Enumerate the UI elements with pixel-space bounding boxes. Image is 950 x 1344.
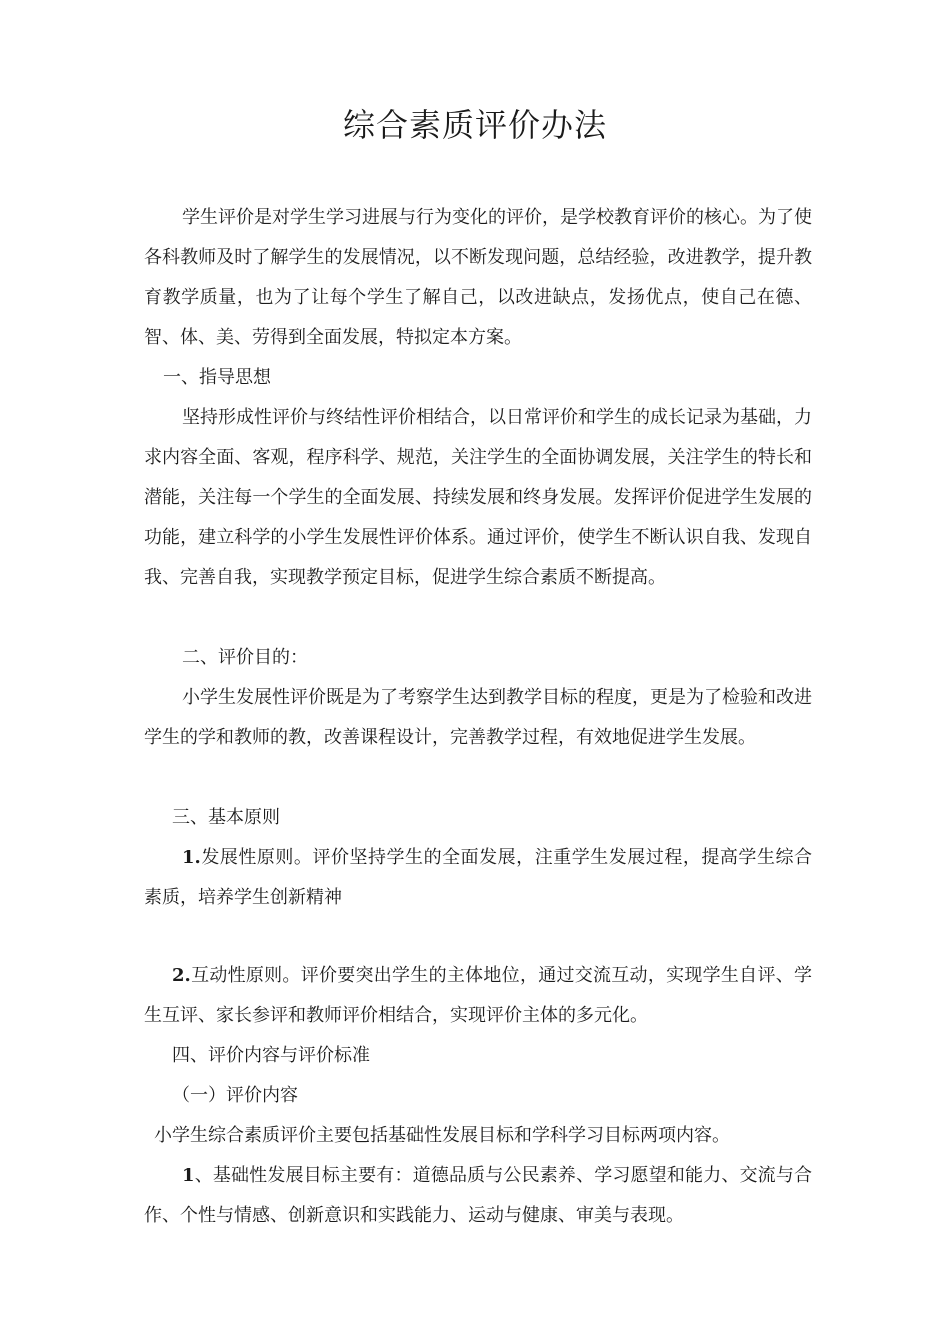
section2-heading: 二、评价目的： [182,647,308,668]
principle2-number: 2. [172,965,191,986]
subsection1-heading: （一）评价内容 [172,1085,298,1106]
section2-paragraph: 小学生发展性评价既是为了考察学生达到教学目标的程度，更是为了检验和改进学生的学和教师的教，改善课程设计，完善教学过程，有效地促进学生发展。 [144,687,812,748]
intro-paragraph: 学生评价是对学生学习进展与行为变化的评价，是学校教育评价的核心。为了使各科教师及时了解学生的发展情况，以不断发现问题，总结经验，改进教学，提升教育教学质量，也为了让每个学生了解自己，以改进缺点，发扬优点，使自己在德、智、体、美、劳得到全面发展，特拟定本方案。 [144,207,812,348]
principle1-text: 发展性原则。评价坚持学生的全面发展，注重学生发展过程，提高学生综合素质，培养学生创新精神 [144,847,812,908]
item1-text: 、基础性发展目标主要有：道德品质与公民素养、学习愿望和能力、交流与合作、个性与情感、创新意识和实践能力、运动与健康、审美与表现。 [144,1165,812,1226]
section4-heading: 四、评价内容与评价标准 [172,1045,370,1066]
principle1-paragraph [144,838,812,918]
section3-heading: 三、基本原则 [172,807,280,828]
document-title: 综合素质评价办法 [342,106,607,144]
section1-heading: 一、指导思想 [163,367,271,388]
section1-paragraph: 坚持形成性评价与终结性评价相结合，以日常评价和学生的成长记录为基础，力求内容全面、客观，程序科学、规范，关注学生的全面协调发展，关注学生的特长和潜能，关注每一个学生的全面发展、持续发展和终身发展。发挥评价促进学生发展的功能，建立科学的小学生发展性评价体系。通过评价，使学生不断认识自我、发现自我、完善自我，实现教学预定目标，促进学生综合素质不断提高。 [144,407,812,588]
item1-number: 1 [182,1165,195,1186]
item1-paragraph [144,1156,812,1236]
principle2-paragraph [144,956,812,1036]
principle1-number: 1. [182,847,201,868]
principle2-text: 互动性原则。评价要突出学生的主体地位，通过交流互动，实现学生自评、学生互评、家长参评和教师评价相结合，实现评价主体的多元化。 [144,965,812,1026]
subsection1-paragraph: 小学生综合素质评价主要包括基础性发展目标和学科学习目标两项内容。 [154,1125,730,1146]
